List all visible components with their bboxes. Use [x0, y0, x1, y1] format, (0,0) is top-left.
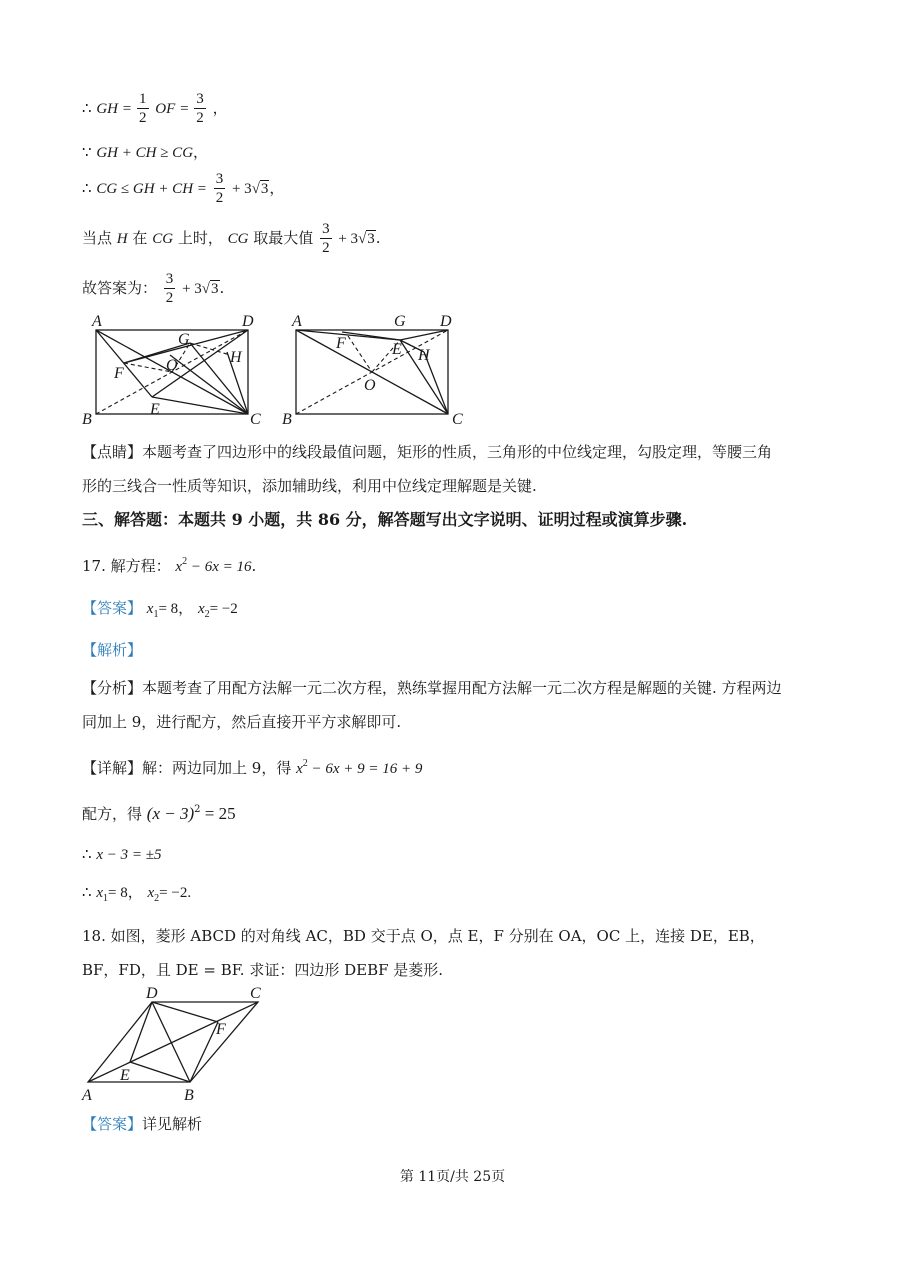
q17-answer: 【答案】 $x_1= 8$， $x_2= -2$ — [82, 599, 238, 620]
fig3-label-b: B — [184, 1087, 194, 1104]
fig1-label-f: F — [114, 365, 124, 382]
geometry-figure-1 — [80, 310, 270, 430]
fig2-label-o: O — [364, 377, 376, 394]
comment-line-2: 形的三线合一性质等知识，添加辅助线，利用中位线定理解题是关键. — [82, 477, 537, 495]
fig1-label-a: A — [92, 313, 102, 330]
fraction-half: $\frac{1}{2}$ — [139, 91, 147, 126]
therefore-symbol: ∴ — [82, 101, 92, 117]
page-footer: 第 11页/共 25页 — [399, 1169, 506, 1185]
fig1-label-c: C — [250, 411, 261, 428]
fig2-label-a: A — [292, 313, 302, 330]
fig3-label-c: C — [250, 985, 261, 1002]
q17-detail: 【详解】解：两边同加上 9，得 $x^2 - 6x + 9 = 16 + 9$ — [82, 758, 423, 777]
fig1-label-b: B — [82, 411, 92, 428]
solution-line-bound: ∴ CG ≤ GH + CH = $\frac{3}{2}$ + 3√3， — [82, 171, 285, 206]
q18-answer: 【答案】详见解析 — [82, 1115, 203, 1133]
fig1-label-d: D — [242, 313, 254, 330]
fig3-label-e: E — [120, 1067, 130, 1084]
fig3-label-f: F — [216, 1021, 226, 1038]
question-17: 17. 解方程： $x^2 - 6x = 16$. — [82, 556, 257, 575]
section-heading: 三、解答题：本题共 9 小题，共 86 分，解答题写出文字说明、证明过程或演算步骤. — [82, 510, 688, 529]
fig2-label-f: F — [336, 335, 346, 352]
solution-final-answer: 故答案为： $\frac{3}{2}$ + 3√3. — [82, 271, 225, 306]
math-gh: GH — [96, 101, 118, 117]
fig3-label-a: A — [82, 1087, 92, 1104]
fraction-three-halves: $\frac{3}{2}$ — [196, 91, 204, 126]
question-18-line-1: 18. 如图，菱形 ABCD 的对角线 AC，BD 交于点 O，点 E，F 分别在 OA，OC 上，连接 DE，EB， — [82, 927, 765, 945]
comment-tag: 【点睛】 — [82, 443, 143, 461]
geometry-figure-rhombus — [80, 984, 280, 1104]
solution-line-max: 当点 H 在 CG 上时， CG 取最大值 $\frac{3}{2}$ + 3√3. — [82, 221, 381, 256]
q17-fenxi-line-2: 同加上 9，进行配方，然后直接开平方求解即可. — [82, 713, 402, 731]
q17-final: ∴ $x_1= 8$， $x_2= -2$. — [82, 885, 192, 904]
comment-line-1: 【点睛】本题考查了四边形中的线段最值问题，矩形的性质，三角形的中位线定理，勾股定理，等腰三角 — [82, 443, 773, 461]
question-18-line-2: BF，FD，且 DE = BF. 求证：四边形 DEBF 是菱形. — [82, 961, 444, 979]
fig2-label-h: H — [418, 347, 430, 364]
q17-step3: ∴ x − 3 = ±5 — [82, 847, 162, 863]
math-of: OF — [155, 101, 176, 117]
fig2-label-e: E — [392, 341, 402, 358]
q17-peifang: 配方，得 $(x - 3)^2 = 25$ — [82, 804, 236, 823]
fig2-label-b: B — [282, 411, 292, 428]
fig1-label-h: H — [230, 349, 242, 366]
fig3-label-d: D — [146, 985, 158, 1002]
solution-line-gh: ∴ GH = $\frac{1}{2}$ OF = $\frac{3}{2}$ ， — [82, 91, 228, 126]
fig2-label-g: G — [394, 313, 406, 330]
q17-fenxi-line-1: 【分析】本题考查了用配方法解一元二次方程，熟练掌握用配方法解一元二次方程是解题的关键. 方程两边 — [82, 679, 782, 697]
fig1-label-e: E — [150, 401, 160, 418]
fig1-label-o: O — [166, 357, 178, 374]
solution-line-inequality: ∵ GH + CH ≥ CG， — [82, 143, 209, 161]
geometry-figure-2 — [282, 310, 472, 430]
q17-analysis-tag: 【解析】 — [82, 641, 143, 659]
fig1-label-g: G — [178, 331, 190, 348]
fig2-label-c: C — [452, 411, 463, 428]
fig2-label-d: D — [440, 313, 452, 330]
answer-tag: 【答案】 — [82, 599, 143, 617]
